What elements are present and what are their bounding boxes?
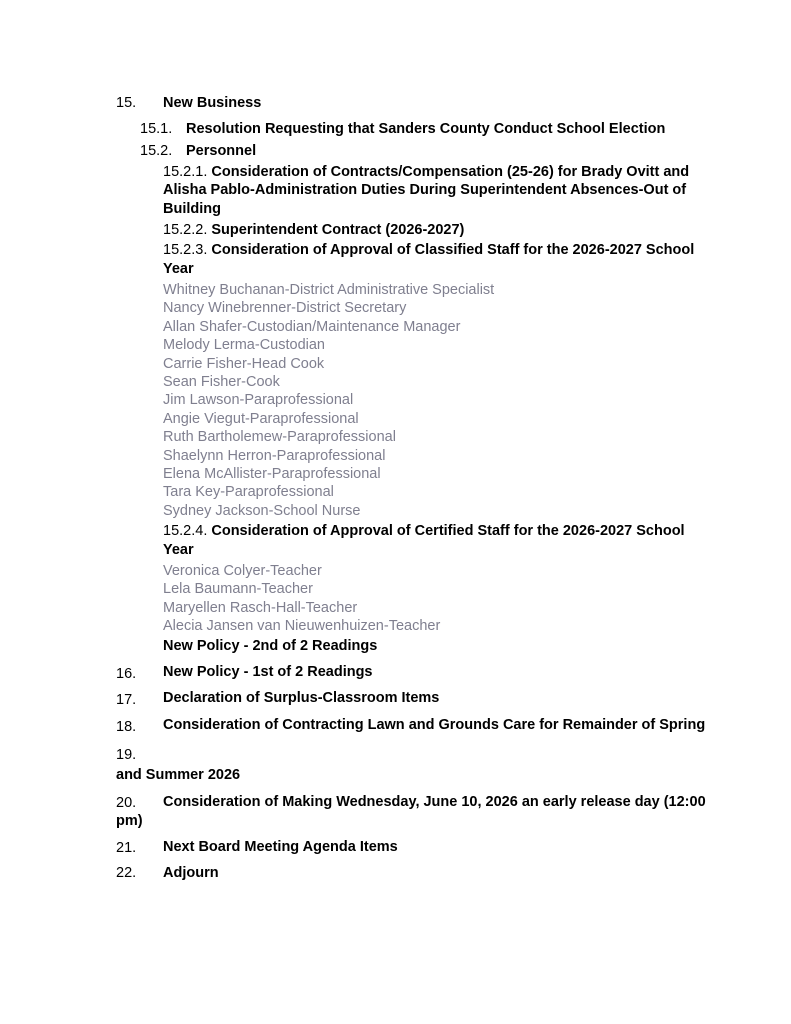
- new-policy-second-reading: New Policy - 2nd of 2 Readings: [163, 638, 378, 654]
- item-22-number: 22.: [116, 865, 137, 881]
- item-15-2-2: [163, 221, 464, 240]
- item-15-2-4-number: 15.2.4.: [163, 523, 208, 539]
- classified-staff-entry: Nancy Winebrenner-District Secretary: [163, 300, 407, 316]
- item-16-title: New Policy - 1st of 2 Readings: [163, 664, 373, 680]
- item-15-title: New Business: [163, 95, 262, 111]
- item-19-title: and Summer 2026: [116, 767, 241, 783]
- item-15-2-1-line2: Alisha Pablo-Administration Duties During Superintendent Absences-Out of: [163, 182, 687, 198]
- certified-staff-entry: Alecia Jansen van Nieuwenhuizen-Teacher: [163, 618, 441, 634]
- classified-staff-entry: Jim Lawson-Paraprofessional: [163, 392, 354, 408]
- item-18-title: Consideration of Contracting Lawn and Grounds Care for Remainder of Spring: [163, 717, 706, 733]
- classified-staff-entry: Allan Shafer-Custodian/Maintenance Manager: [163, 319, 461, 335]
- item-18-number: 18.: [116, 719, 137, 735]
- classified-staff-entry: Melody Lerma-Custodian: [163, 337, 325, 353]
- item-20-number: 20.: [116, 795, 137, 811]
- item-15-2-4-line1: [163, 522, 685, 541]
- item-15-2-title: Personnel: [186, 143, 257, 159]
- item-15-2-1-line3: Building: [163, 201, 221, 217]
- classified-staff-entry: Ruth Bartholemew-Paraprofessional: [163, 429, 396, 445]
- item-15-2-1-line1: [163, 163, 689, 182]
- item-15-2-3-line2: Year: [163, 261, 194, 277]
- item-16-number: 16.: [116, 666, 137, 682]
- classified-staff-entry: Sydney Jackson-School Nurse: [163, 503, 361, 519]
- certified-staff-entry: Lela Baumann-Teacher: [163, 581, 313, 597]
- item-17-title: Declaration of Surplus-Classroom Items: [163, 690, 440, 706]
- classified-staff-entry: Shaelynn Herron-Paraprofessional: [163, 448, 386, 464]
- item-15-2-3-line1: [163, 241, 694, 260]
- item-20-title-line1: Consideration of Making Wednesday, June 10, 2026 an early release day (12:00: [163, 794, 706, 810]
- item-15-2-number: 15.2.: [140, 143, 173, 159]
- classified-staff-entry: Whitney Buchanan-District Administrative Specialist: [163, 282, 495, 298]
- item-20-title-line2: pm): [116, 813, 143, 829]
- item-15-2-1-title: Consideration of Contracts/Compensation (25-26) for Brady Ovitt and: [211, 164, 690, 180]
- item-22-title: Adjourn: [163, 865, 219, 881]
- item-15-2-4-line2: Year: [163, 542, 194, 558]
- item-15-number: 15.: [116, 95, 137, 111]
- item-15-2-3-number: 15.2.3.: [163, 242, 208, 258]
- item-15-1-number: 15.1.: [140, 121, 173, 137]
- item-17-number: 17.: [116, 692, 137, 708]
- item-21-number: 21.: [116, 840, 137, 856]
- item-15-1-title: Resolution Requesting that Sanders County Conduct School Election: [186, 121, 666, 137]
- certified-staff-entry: Maryellen Rasch-Hall-Teacher: [163, 600, 358, 616]
- item-21-title: Next Board Meeting Agenda Items: [163, 839, 398, 855]
- item-15-2-3-title: Consideration of Approval of Classified Staff for the 2026-2027 School: [211, 242, 695, 258]
- item-19-number: 19.: [116, 747, 137, 763]
- classified-staff-entry: Tara Key-Paraprofessional: [163, 484, 334, 500]
- classified-staff-entry: Elena McAllister-Paraprofessional: [163, 466, 381, 482]
- item-15-2-4-title: Consideration of Approval of Certified Staff for the 2026-2027 School: [211, 523, 685, 539]
- certified-staff-entry: Veronica Colyer-Teacher: [163, 563, 322, 579]
- classified-staff-entry: Angie Viegut-Paraprofessional: [163, 411, 359, 427]
- classified-staff-entry: Carrie Fisher-Head Cook: [163, 356, 325, 372]
- item-15-2-2-number: 15.2.2.: [163, 222, 208, 238]
- classified-staff-entry: Sean Fisher-Cook: [163, 374, 280, 390]
- item-15-2-1-number: 15.2.1.: [163, 164, 208, 180]
- item-15-2-2-title: Superintendent Contract (2026-2027): [211, 222, 465, 238]
